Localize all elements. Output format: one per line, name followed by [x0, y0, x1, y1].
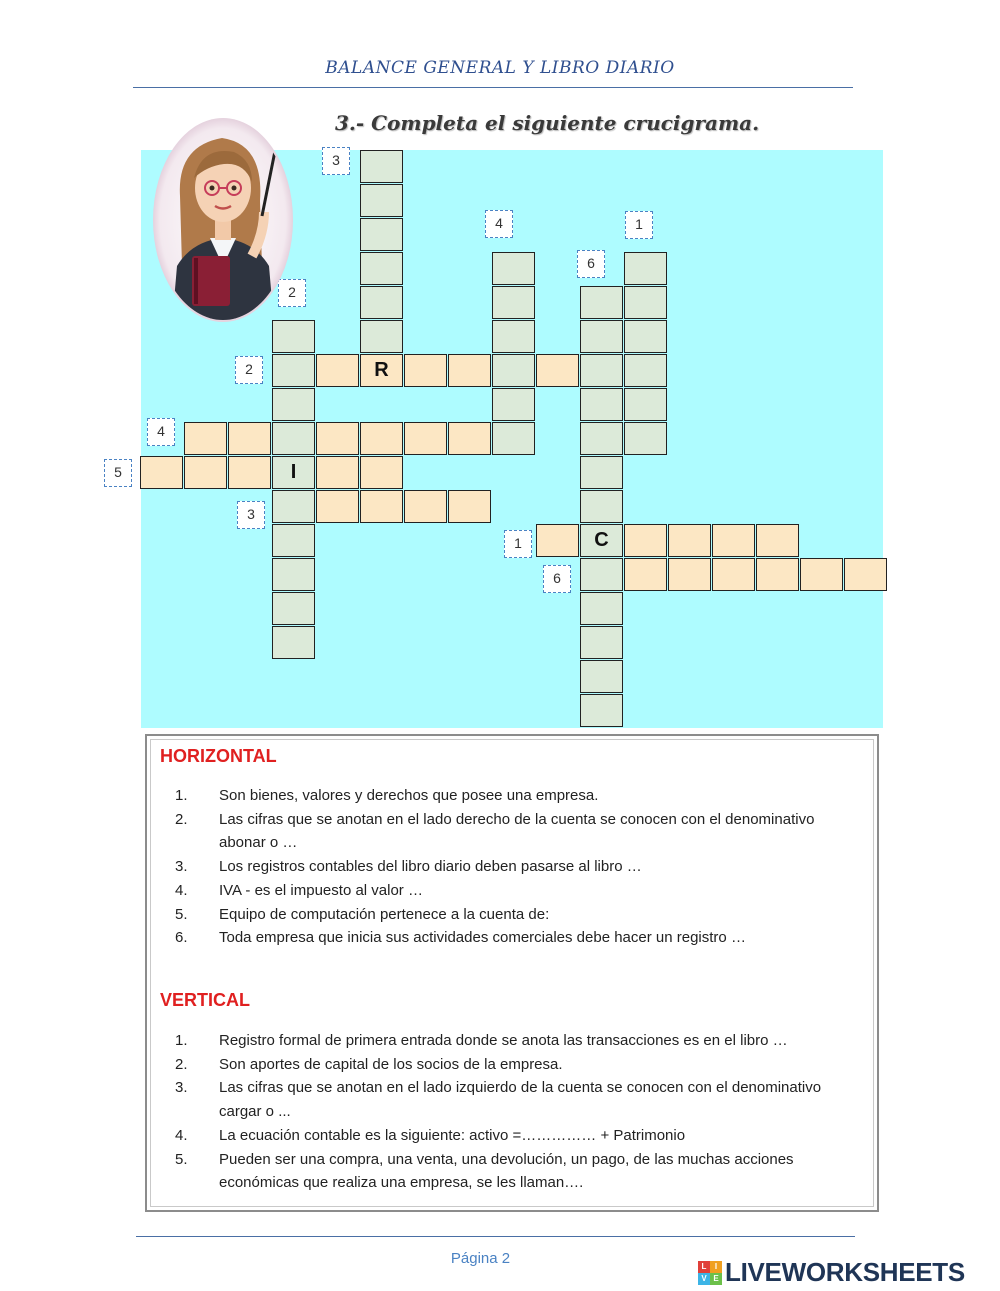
header-divider — [133, 87, 853, 88]
crossword-cell[interactable] — [272, 388, 315, 421]
clue-number-marker: 6 — [543, 565, 571, 593]
crossword-cell[interactable]: I — [272, 456, 315, 489]
crossword-cell[interactable] — [624, 354, 667, 387]
crossword-cell[interactable] — [580, 422, 623, 455]
clue-number: 3. — [175, 858, 188, 876]
brand-watermark — [698, 1257, 965, 1288]
list-item — [175, 808, 865, 855]
horizontal-heading: HORIZONTAL — [160, 746, 277, 766]
crossword-cell[interactable] — [316, 422, 359, 455]
clue-text: Los registros contables del libro diario deben pasarse al libro … — [219, 858, 642, 876]
crossword-cell[interactable] — [228, 456, 271, 489]
crossword-cell[interactable] — [360, 422, 403, 455]
clue-text: Equipo de computación pertenece a la cuenta de: — [219, 905, 550, 923]
clue-number-marker: 1 — [504, 530, 532, 558]
crossword-cell[interactable] — [580, 354, 623, 387]
crossword-cell[interactable] — [580, 660, 623, 693]
clue-number: 4. — [175, 1126, 188, 1144]
list-item — [175, 855, 865, 879]
clue-text: Registro formal de primera entrada donde se anota las transacciones es en el libro … — [219, 1032, 788, 1049]
horizontal-clue-list — [175, 784, 865, 950]
crossword-cell[interactable] — [404, 354, 447, 387]
crossword-cell[interactable] — [272, 354, 315, 387]
crossword-cell[interactable] — [448, 422, 491, 455]
clue-number-marker: 4 — [485, 210, 513, 238]
list-item — [175, 1029, 865, 1053]
crossword-cell[interactable] — [800, 558, 843, 591]
clue-number-marker: 3 — [237, 501, 265, 529]
crossword-cell[interactable] — [624, 524, 667, 557]
crossword-cell[interactable] — [272, 558, 315, 591]
clue-text: Las cifras que se anotan en el lado derecho de la cuenta se conocen con el denominativo abonar o … — [219, 810, 815, 852]
crossword-cell[interactable] — [668, 524, 711, 557]
clue-number: 6. — [175, 929, 188, 947]
crossword-cell[interactable] — [492, 320, 535, 353]
crossword-cell[interactable] — [360, 456, 403, 489]
crossword-cell[interactable] — [228, 422, 271, 455]
crossword-cell[interactable] — [624, 286, 667, 319]
crossword-cell[interactable] — [844, 558, 887, 591]
clue-number: 2. — [175, 810, 188, 828]
brand-logo-letter: V — [698, 1273, 710, 1285]
crossword-cell[interactable] — [360, 320, 403, 353]
crossword-cell[interactable] — [492, 354, 535, 387]
brand-name: LIVEWORKSHEETS — [725, 1257, 965, 1287]
clue-number: 5. — [175, 1150, 188, 1168]
crossword-cell[interactable] — [580, 490, 623, 523]
crossword-cell[interactable] — [580, 558, 623, 591]
crossword-cell[interactable] — [272, 626, 315, 659]
teacher-illustration — [152, 116, 295, 324]
crossword-cell[interactable] — [492, 422, 535, 455]
list-item — [175, 784, 865, 808]
crossword-cell[interactable] — [272, 422, 315, 455]
crossword-cell[interactable] — [316, 354, 359, 387]
footer-divider — [136, 1236, 855, 1237]
clues-panel — [145, 734, 879, 1212]
clue-text: La ecuación contable es la siguiente: activo =…………… + Patrimonio — [219, 1126, 686, 1144]
crossword-cell[interactable] — [316, 456, 359, 489]
clue-number: 2. — [175, 1055, 188, 1073]
teacher-picture — [152, 116, 295, 324]
list-item — [175, 1053, 865, 1077]
crossword-cell[interactable] — [272, 592, 315, 625]
crossword-cell[interactable] — [492, 388, 535, 421]
crossword-cell[interactable] — [448, 354, 491, 387]
clue-number: 4. — [175, 881, 188, 899]
crossword-cell[interactable]: R — [360, 354, 403, 387]
clue-number-marker: 3 — [322, 147, 350, 175]
crossword-cell[interactable] — [272, 524, 315, 557]
crossword-cell[interactable] — [360, 150, 403, 183]
list-item — [175, 879, 865, 903]
crossword-cell[interactable] — [624, 422, 667, 455]
crossword-cell[interactable] — [360, 286, 403, 319]
clue-number: 1. — [175, 1032, 188, 1049]
clue-text: Pueden ser una compra, una venta, una devolución, un pago, de las muchas acciones económicas que realiza una empresa, se les llaman…. — [219, 1150, 794, 1192]
document-title: BALANCE GENERAL Y LIBRO DIARIO — [325, 58, 675, 78]
clue-number: 1. — [175, 787, 188, 804]
clue-number-marker: 4 — [147, 418, 175, 446]
brand-logo-letter: I — [710, 1261, 722, 1273]
list-item — [175, 1124, 865, 1148]
crossword-cell[interactable] — [624, 388, 667, 421]
clue-number-marker: 1 — [625, 211, 653, 239]
crossword-cell[interactable] — [712, 558, 755, 591]
crossword-cell[interactable] — [448, 490, 491, 523]
exercise-instruction: 3.- Completa el siguiente crucigrama. — [335, 111, 760, 135]
clue-number: 3. — [175, 1079, 188, 1097]
crossword-cell[interactable] — [404, 422, 447, 455]
crossword-cell[interactable] — [580, 592, 623, 625]
clue-number-marker: 2 — [278, 279, 306, 307]
crossword-cell[interactable]: C — [580, 524, 623, 557]
clue-number-marker: 5 — [104, 459, 132, 487]
clue-number-marker: 2 — [235, 356, 263, 384]
clue-text: IVA - es el impuesto al valor … — [219, 881, 423, 899]
clue-text: Son bienes, valores y derechos que posee una empresa. — [219, 787, 599, 804]
crossword-cell[interactable] — [492, 286, 535, 319]
crossword-cell[interactable] — [360, 252, 403, 285]
crossword-cell[interactable] — [756, 524, 799, 557]
brand-logo-letter: L — [698, 1261, 710, 1273]
clue-number: 5. — [175, 905, 188, 923]
crossword-cell[interactable] — [360, 184, 403, 217]
crossword-cell[interactable] — [360, 490, 403, 523]
crossword-cell[interactable] — [492, 252, 535, 285]
crossword-cell[interactable] — [404, 490, 447, 523]
list-item — [175, 926, 865, 950]
crossword-cell[interactable] — [624, 558, 667, 591]
page-number: Página 2 — [450, 1250, 511, 1267]
crossword-cell[interactable] — [756, 558, 799, 591]
brand-logo-letter: E — [710, 1273, 722, 1285]
crossword-cell[interactable] — [272, 490, 315, 523]
crossword-cell[interactable] — [316, 490, 359, 523]
crossword-cell[interactable] — [668, 558, 711, 591]
crossword-cell[interactable] — [580, 286, 623, 319]
crossword-cell[interactable] — [580, 694, 623, 727]
crossword-cell[interactable] — [272, 320, 315, 353]
crossword-cell[interactable] — [360, 218, 403, 251]
crossword-cell[interactable] — [536, 524, 579, 557]
crossword-cell[interactable] — [536, 354, 579, 387]
crossword-cell[interactable] — [184, 422, 227, 455]
clue-number-marker: 6 — [577, 250, 605, 278]
clue-text: Las cifras que se anotan en el lado izquierdo de la cuenta se conocen con el denominativo cargar o ... — [219, 1079, 822, 1121]
vertical-heading: VERTICAL — [160, 990, 250, 1010]
crossword-cell[interactable] — [712, 524, 755, 557]
list-item — [175, 903, 865, 927]
clue-text: Toda empresa que inicia sus actividades comerciales debe hacer un registro … — [219, 929, 746, 947]
crossword-cell[interactable] — [624, 252, 667, 285]
list-item — [175, 1148, 865, 1195]
list-item — [175, 1076, 865, 1123]
crossword-cell[interactable] — [184, 456, 227, 489]
vertical-clue-list — [175, 1029, 865, 1195]
crossword-cell[interactable] — [140, 456, 183, 489]
crossword-cell[interactable] — [580, 320, 623, 353]
brand-logo-icon — [698, 1261, 722, 1285]
crossword-cell[interactable] — [580, 456, 623, 489]
crossword-cell[interactable] — [624, 320, 667, 353]
clue-text: Son aportes de capital de los socios de la empresa. — [219, 1055, 563, 1073]
crossword-cell[interactable] — [580, 388, 623, 421]
crossword-cell[interactable] — [580, 626, 623, 659]
